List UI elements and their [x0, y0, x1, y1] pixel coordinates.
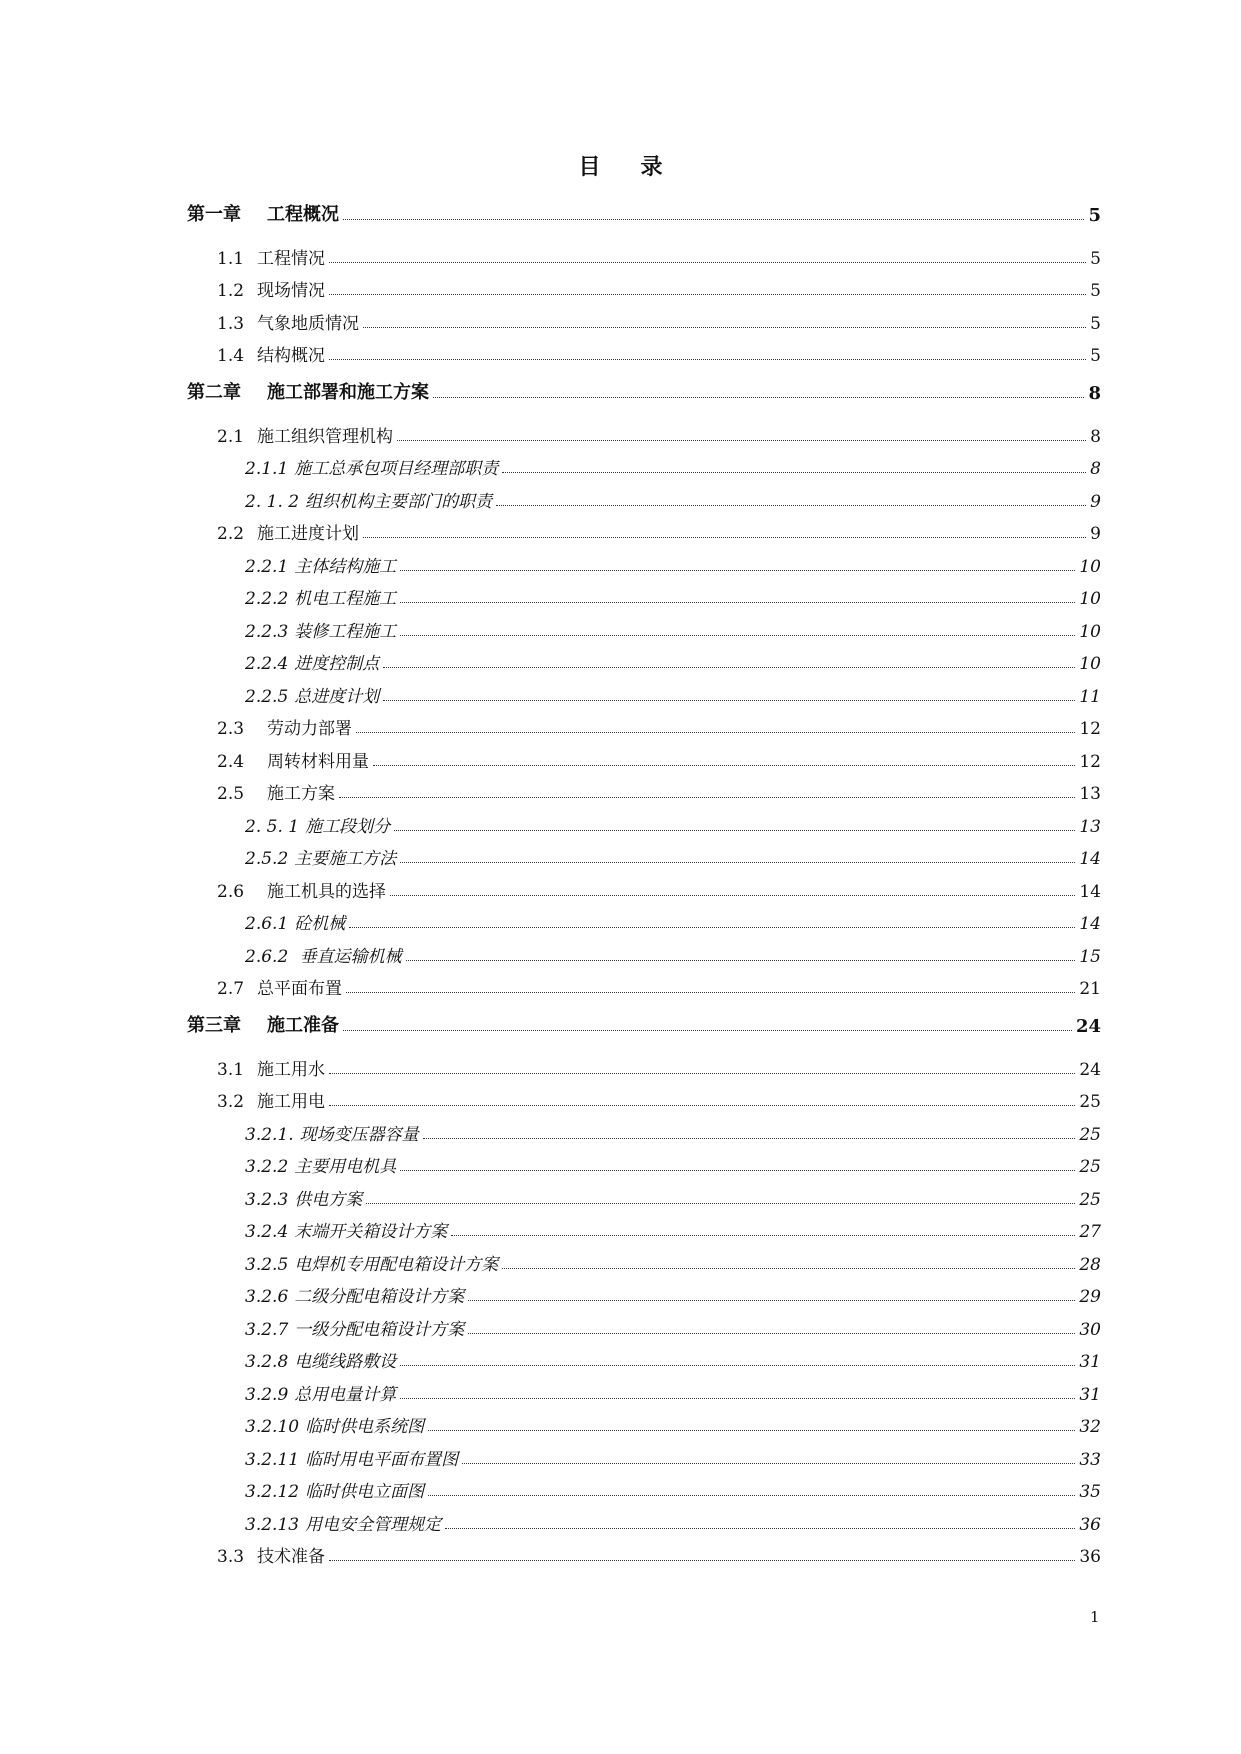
toc-entry-number: 3.2.4 — [245, 1222, 289, 1242]
dot-leader — [468, 1300, 1075, 1301]
toc-entry-page: 5 — [1090, 346, 1101, 366]
toc-entry-chapter[interactable] — [187, 374, 1101, 404]
toc-entry-title: 现场变压器容量 — [299, 1124, 419, 1145]
toc-entry-page: 21 — [1079, 979, 1101, 999]
toc-entry-number: 1.3 — [217, 313, 245, 334]
toc-entry-number: 3.2.13 — [245, 1514, 300, 1535]
dot-leader — [390, 895, 1075, 896]
toc-entry-page: 14 — [1079, 914, 1101, 934]
dot-leader — [502, 472, 1086, 473]
toc-entry-label — [245, 1347, 398, 1372]
toc-entry-label — [245, 1152, 398, 1177]
dot-leader — [329, 294, 1086, 295]
toc-entry-number: 2.2.1 — [245, 556, 289, 577]
toc-entry-number: 2.1 — [217, 426, 245, 447]
toc-entry-label — [217, 309, 361, 334]
toc-entry-label — [245, 682, 381, 707]
dot-leader — [329, 1560, 1075, 1561]
toc-entry-sub[interactable] — [187, 1112, 1101, 1145]
toc-entry-title: 电焊机专用配电箱设计方案 — [294, 1254, 499, 1275]
toc-entry-page: 25 — [1079, 1092, 1101, 1112]
toc-entry-page: 29 — [1079, 1287, 1101, 1307]
toc-entry-page: 11 — [1079, 686, 1101, 707]
toc-entry-title: 施工进度计划 — [257, 524, 359, 544]
toc-entry-number: 3.2 — [217, 1092, 245, 1112]
toc-entry-title: 总用电量计算 — [294, 1384, 397, 1405]
toc-entry-label — [245, 844, 398, 869]
toc-entry-label — [187, 378, 431, 404]
toc-entry-number: 2.6.1 — [245, 914, 289, 934]
toc-entry-label — [217, 779, 337, 804]
toc-entry-label — [245, 1315, 466, 1340]
dot-leader — [373, 765, 1075, 766]
toc-entry-label — [245, 1185, 364, 1210]
toc-entry-section[interactable] — [187, 772, 1101, 805]
toc-entry-title: 砼机械 — [294, 914, 346, 934]
dot-leader — [397, 440, 1086, 441]
toc-entry-number: 2.2 — [217, 524, 245, 544]
toc-entry-title: 进度控制点 — [294, 654, 380, 674]
toc-entry-title: 总进度计划 — [294, 686, 380, 707]
toc-entry-title: 总平面布置 — [257, 979, 342, 999]
toc-entry-title: 施工方案 — [267, 784, 335, 804]
toc-entry-page: 27 — [1079, 1222, 1101, 1242]
toc-entry-sub[interactable] — [187, 1210, 1101, 1243]
table-of-contents — [187, 196, 1101, 1567]
dot-leader — [400, 1398, 1075, 1399]
toc-entry-page: 14 — [1079, 849, 1101, 869]
toc-entry-number: 2.4 — [217, 751, 245, 772]
toc-entry-section[interactable] — [187, 1080, 1101, 1113]
toc-entry-number: 第一章 — [187, 204, 241, 225]
toc-entry-label — [245, 1282, 466, 1307]
toc-entry-label — [245, 1510, 443, 1535]
toc-entry-number: 2.6 — [217, 881, 245, 902]
dot-leader — [343, 1030, 1072, 1031]
toc-entry-number: 1.4 — [217, 346, 245, 366]
toc-entry-title: 垂直运输机械 — [294, 946, 402, 967]
toc-entry-title: 施工部署和施工方案 — [267, 382, 429, 403]
toc-entry-page: 24 — [1075, 1016, 1101, 1037]
dot-leader — [496, 505, 1086, 506]
toc-entry-label — [217, 276, 327, 301]
toc-entry-title: 二级分配电箱设计方案 — [294, 1287, 465, 1307]
toc-entry-title: 用电安全管理规定 — [305, 1514, 442, 1535]
toc-entry-page: 25 — [1079, 1124, 1101, 1145]
toc-entry-title: 主体结构施工 — [294, 556, 397, 577]
toc-entry-page: 33 — [1079, 1449, 1101, 1470]
dot-leader — [339, 797, 1075, 798]
toc-entry-section[interactable] — [187, 1047, 1101, 1080]
toc-entry-number: 第二章 — [187, 382, 241, 403]
toc-entry-section[interactable] — [187, 1535, 1101, 1568]
toc-entry-title: 机电工程施工 — [294, 589, 397, 609]
toc-entry-page: 5 — [1090, 313, 1101, 334]
toc-entry-page: 8 — [1088, 383, 1101, 404]
toc-entry-page: 9 — [1090, 491, 1101, 512]
toc-entry-sub[interactable] — [187, 837, 1101, 870]
toc-entry-sub[interactable] — [187, 1307, 1101, 1340]
toc-entry-section[interactable] — [187, 967, 1101, 1000]
toc-entry-title: 劳动力部署 — [267, 719, 352, 739]
toc-entry-chapter[interactable] — [187, 1007, 1101, 1037]
toc-entry-sub[interactable] — [187, 1145, 1101, 1178]
toc-entry-sub[interactable] — [187, 1242, 1101, 1275]
dot-leader — [406, 960, 1076, 961]
toc-entry-label — [245, 552, 398, 577]
toc-entry-page: 28 — [1079, 1254, 1101, 1275]
toc-entry-section[interactable] — [187, 301, 1101, 334]
dot-leader — [400, 602, 1075, 603]
toc-entry-page: 36 — [1079, 1547, 1101, 1567]
toc-entry-page: 31 — [1079, 1384, 1101, 1405]
dot-leader — [445, 1528, 1075, 1529]
toc-entry-page: 10 — [1079, 621, 1101, 642]
dot-leader — [468, 1333, 1075, 1334]
toc-entry-number: 3.2.7 — [245, 1319, 289, 1340]
toc-entry-label — [217, 341, 327, 366]
toc-entry-title: 工程概况 — [267, 204, 339, 225]
toc-entry-page: 13 — [1079, 784, 1101, 804]
toc-entry-page: 32 — [1079, 1417, 1101, 1437]
toc-entry-title: 临时用电平面布置图 — [305, 1449, 459, 1470]
toc-entry-number: 3.1 — [217, 1059, 245, 1080]
toc-entry-number: 2. 1. 2 — [245, 491, 300, 512]
dot-leader — [329, 1105, 1075, 1106]
toc-entry-sub[interactable] — [187, 577, 1101, 610]
toc-entry-label — [245, 584, 398, 609]
toc-entry-label — [245, 1217, 449, 1242]
toc-entry-title: 临时供电立面图 — [305, 1482, 425, 1502]
toc-entry-number: 3.3 — [217, 1547, 245, 1567]
toc-entry-page: 9 — [1090, 524, 1101, 544]
toc-entry-sub[interactable] — [187, 934, 1101, 967]
toc-entry-title: 末端开关箱设计方案 — [294, 1222, 448, 1242]
toc-entry-number: 2.7 — [217, 979, 245, 999]
toc-entry-number: 2.1.1 — [245, 459, 289, 479]
toc-entry-title: 供电方案 — [294, 1189, 363, 1210]
toc-entry-label — [245, 617, 398, 642]
toc-entry-title: 工程情况 — [257, 248, 325, 269]
toc-entry-title: 施工用电 — [257, 1092, 325, 1112]
toc-title-left: 目 — [578, 154, 601, 180]
toc-entry-sub[interactable] — [187, 1275, 1101, 1308]
toc-entry-label — [245, 812, 392, 837]
toc-entry-number: 3.2.12 — [245, 1482, 300, 1502]
toc-entry-page: 10 — [1079, 654, 1101, 674]
toc-entry-title: 主要施工方法 — [294, 849, 397, 869]
dot-leader — [329, 1073, 1075, 1074]
toc-entry-title: 施工组织管理机构 — [257, 426, 393, 447]
toc-entry-title: 技术准备 — [257, 1547, 325, 1567]
toc-entry-title: 组织机构主要部门的职责 — [305, 491, 493, 512]
dot-leader — [349, 927, 1075, 928]
toc-entry-label — [217, 974, 344, 999]
toc-entry-page: 12 — [1079, 751, 1101, 772]
toc-entry-page: 5 — [1090, 281, 1101, 301]
toc-entry-label — [245, 487, 494, 512]
toc-entry-page: 25 — [1079, 1157, 1101, 1177]
toc-entry-number: 3.2.3 — [245, 1189, 289, 1210]
toc-entry-sub[interactable] — [187, 902, 1101, 935]
dot-leader — [400, 570, 1075, 571]
toc-entry-label — [217, 714, 354, 739]
toc-entry-sub[interactable] — [187, 1340, 1101, 1373]
toc-entry-title: 气象地质情况 — [257, 313, 359, 334]
toc-entry-number: 2.5 — [217, 784, 245, 804]
dot-leader — [329, 262, 1086, 263]
dot-leader — [356, 732, 1075, 733]
toc-entry-number: 2.2.2 — [245, 589, 289, 609]
toc-title — [0, 150, 1241, 181]
toc-entry-label — [245, 942, 404, 967]
toc-entry-number: 3.2.6 — [245, 1287, 289, 1307]
toc-entry-number: 1.2 — [217, 281, 245, 301]
toc-entry-page: 31 — [1079, 1352, 1101, 1372]
toc-entry-sub[interactable] — [187, 1470, 1101, 1503]
toc-entry-label — [245, 454, 500, 479]
toc-entry-sub[interactable] — [187, 609, 1101, 642]
dot-leader — [428, 1430, 1075, 1431]
toc-entry-sub[interactable] — [187, 447, 1101, 480]
dot-leader — [363, 537, 1086, 538]
toc-entry-title: 周转材料用量 — [267, 751, 369, 772]
toc-entry-sub[interactable] — [187, 1405, 1101, 1438]
toc-entry-title: 施工准备 — [267, 1015, 339, 1036]
toc-entry-label — [245, 649, 381, 674]
toc-entry-sub[interactable] — [187, 1372, 1101, 1405]
toc-entry-page: 35 — [1079, 1482, 1101, 1502]
toc-entry-section[interactable] — [187, 739, 1101, 772]
toc-entry-label — [187, 1011, 341, 1037]
toc-entry-section[interactable] — [187, 334, 1101, 367]
toc-entry-label — [245, 1412, 426, 1437]
toc-entry-page: 36 — [1079, 1514, 1101, 1535]
toc-entry-number: 3.2.5 — [245, 1254, 289, 1275]
toc-entry-title: 施工机具的选择 — [267, 881, 386, 902]
dot-leader — [383, 667, 1075, 668]
toc-entry-label — [217, 1542, 327, 1567]
toc-entry-title: 施工总承包项目经理部职责 — [294, 459, 499, 479]
toc-entry-label — [245, 909, 347, 934]
toc-entry-page: 10 — [1079, 556, 1101, 577]
toc-entry-section[interactable] — [187, 269, 1101, 302]
toc-entry-label — [217, 1087, 327, 1112]
toc-entry-label — [245, 1120, 421, 1145]
toc-entry-title: 现场情况 — [257, 281, 325, 301]
toc-entry-title: 施工段划分 — [305, 816, 391, 837]
dot-leader — [343, 219, 1084, 220]
toc-entry-label — [217, 1055, 327, 1080]
toc-entry-label — [217, 747, 371, 772]
dot-leader — [462, 1463, 1075, 1464]
toc-entry-number: 3.2.10 — [245, 1417, 300, 1437]
toc-entry-page: 5 — [1088, 205, 1101, 226]
toc-entry-number: 第三章 — [187, 1015, 241, 1036]
toc-entry-title: 主要用电机具 — [294, 1157, 397, 1177]
toc-entry-sub[interactable] — [187, 1177, 1101, 1210]
toc-entry-number: 2.6.2 — [245, 946, 289, 967]
toc-entry-title: 电缆线路敷设 — [294, 1352, 397, 1372]
dot-leader — [428, 1495, 1075, 1496]
toc-entry-section[interactable] — [187, 707, 1101, 740]
toc-entry-chapter[interactable] — [187, 196, 1101, 226]
toc-entry-label — [245, 1477, 426, 1502]
toc-entry-page: 24 — [1079, 1059, 1101, 1080]
dot-leader — [400, 635, 1075, 636]
dot-leader — [400, 862, 1075, 863]
toc-entry-label — [217, 244, 327, 269]
toc-entry-sub[interactable] — [187, 674, 1101, 707]
dot-leader — [363, 327, 1086, 328]
dot-leader — [502, 1268, 1075, 1269]
toc-entry-page: 13 — [1079, 816, 1101, 837]
toc-entry-page: 8 — [1090, 459, 1101, 479]
dot-leader — [394, 830, 1075, 831]
toc-entry-sub[interactable] — [187, 1437, 1101, 1470]
toc-entry-page: 30 — [1079, 1319, 1101, 1340]
dot-leader — [423, 1138, 1076, 1139]
toc-entry-sub[interactable] — [187, 1502, 1101, 1535]
dot-leader — [433, 397, 1084, 398]
toc-entry-title: 一级分配电箱设计方案 — [294, 1319, 465, 1340]
toc-entry-label — [187, 200, 341, 226]
toc-entry-title: 临时供电系统图 — [305, 1417, 425, 1437]
toc-entry-label — [245, 1380, 398, 1405]
dot-leader — [400, 1170, 1075, 1171]
toc-entry-page: 10 — [1079, 589, 1101, 609]
toc-entry-number: 2.5.2 — [245, 849, 289, 869]
toc-entry-section[interactable] — [187, 414, 1101, 447]
toc-entry-sub[interactable] — [187, 804, 1101, 837]
toc-entry-number: 2.2.3 — [245, 621, 289, 642]
toc-entry-section[interactable] — [187, 869, 1101, 902]
toc-entry-sub[interactable] — [187, 642, 1101, 675]
toc-entry-label — [217, 519, 361, 544]
toc-entry-number: 2.2.5 — [245, 686, 289, 707]
dot-leader — [400, 1365, 1075, 1366]
toc-entry-section[interactable] — [187, 512, 1101, 545]
toc-entry-number: 3.2.9 — [245, 1384, 289, 1405]
toc-title-right: 录 — [640, 154, 663, 180]
toc-entry-section[interactable] — [187, 236, 1101, 269]
toc-entry-sub[interactable] — [187, 479, 1101, 512]
dot-leader — [346, 992, 1075, 993]
dot-leader — [383, 700, 1075, 701]
toc-entry-page: 25 — [1079, 1189, 1101, 1210]
toc-entry-number: 2. 5. 1 — [245, 816, 300, 837]
toc-entry-page: 15 — [1079, 946, 1101, 967]
toc-entry-number: 1.1 — [217, 248, 245, 269]
toc-entry-page: 5 — [1090, 248, 1101, 269]
toc-entry-number: 3.2.1. — [245, 1124, 294, 1145]
toc-entry-page: 12 — [1079, 719, 1101, 739]
toc-entry-number: 3.2.11 — [245, 1449, 300, 1470]
toc-entry-number: 2.2.4 — [245, 654, 289, 674]
toc-entry-label — [245, 1445, 460, 1470]
toc-entry-page: 14 — [1079, 881, 1101, 902]
toc-entry-sub[interactable] — [187, 544, 1101, 577]
toc-entry-number: 2.3 — [217, 719, 245, 739]
toc-entry-label — [217, 877, 388, 902]
dot-leader — [329, 359, 1086, 360]
toc-entry-number: 3.2.2 — [245, 1157, 289, 1177]
toc-entry-title: 施工用水 — [257, 1059, 325, 1080]
page-number: 1 — [1090, 1608, 1100, 1626]
toc-entry-title: 结构概况 — [257, 346, 325, 366]
toc-entry-title: 装修工程施工 — [294, 621, 397, 642]
dot-leader — [451, 1235, 1075, 1236]
toc-entry-label — [217, 422, 395, 447]
toc-entry-number: 3.2.8 — [245, 1352, 289, 1372]
toc-entry-label — [245, 1250, 500, 1275]
dot-leader — [366, 1203, 1075, 1204]
toc-entry-page: 8 — [1090, 426, 1101, 447]
